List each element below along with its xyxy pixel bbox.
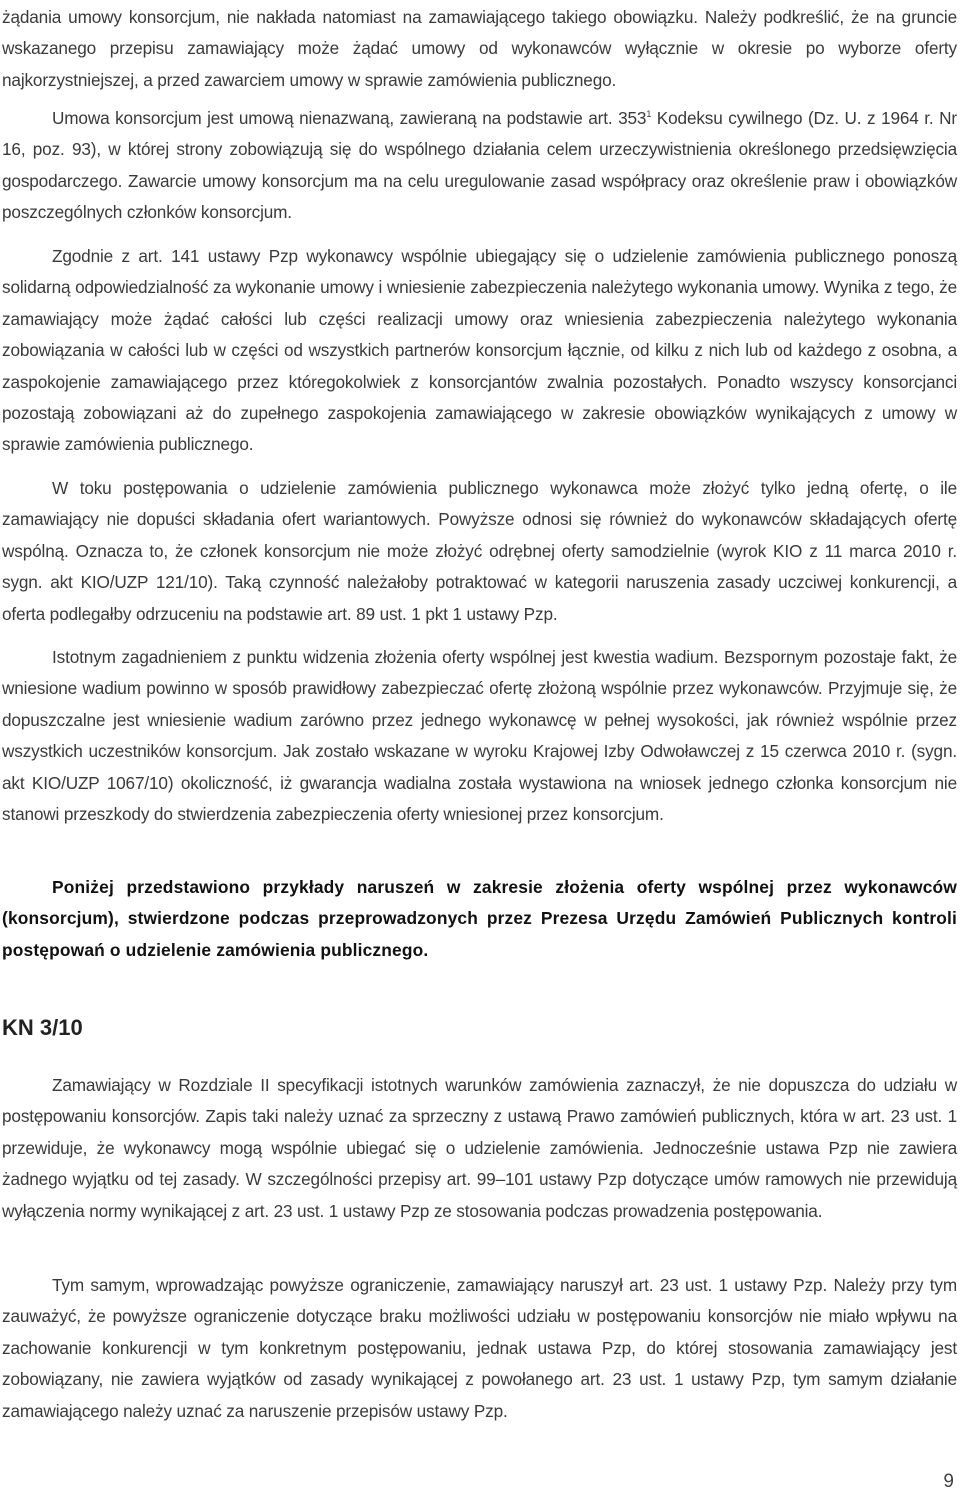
paragraph-joint-liability: Zgodnie z art. 141 ustawy Pzp wykonawcy wspólnie ubiegający się o udzielenie zamówienia publicznego ponoszą solidarną odpowiedzialność za wykonanie umowy i wniesienie zabezpieczenia należytego wykonania umowy. Wynika z tego, że zamawiający może żądać całości lub części realizacji umowy oraz wniesienia zabezpieczenia należytego wykonania zobowiązania w całości lub w części od wszystkich partnerów konsorcjum łącznie, od kilku z nich lub od każdego z osobna, a zaspokojenie zamawiającego przez któregokolwiek z konsorcjantów zwalnia pozostałych. Ponadto wszyscy konsorcjanci pozostają zobowiązani aż do zupełnego zaspokojenia zamawiającego w zakresie obowiązków wynikających z umowy w sprawie zamówienia publicznego. xyxy=(2,246,957,455)
paragraph-single-offer: W toku postępowania o udzielenie zamówienia publicznego wykonawca może złożyć tylko jedną ofertę, o ile zamawiający nie dopuści składania ofert wariantowych. Powyższe odnosi się również do wykonawców składających ofertę wspólną. Oznacza to, że członek konsorcjum nie może złożyć odrębnej oferty samodzielnie (wyrok KIO z 11 marca 2010 r. sygn. akt KIO/UZP 121/10). Taką czynność należałoby potraktować w kategorii naruszenia zasady uczciwej konkurencji, a oferta podlegałby odrzuceniu na podstawie art. 89 ust. 1 pkt 1 ustawy Pzp. xyxy=(2,478,957,624)
paragraph-kn-3-10-findings: Zamawiający w Rozdziale II specyfikacji istotnych warunków zamówienia zaznaczył, że nie dopuszcza do udziału w postępowaniu konsorcjów. Zapis taki należy uznać za sprzeczny z ustawą Prawo zamówień publicznych, która w art. 23 ust. 1 przewiduje, że wykonawcy mogą wspólnie ubiegać się o udzielenie zamówienia. Jednocześnie ustawa Pzp nie zawiera żadnego wyjątku od tej zasady. W szczególności przepisy art. 99–101 ustawy Pzp dotyczące umów ramowych nie przewidują wyłączenia normy wynikającej z art. 23 ust. 1 ustawy Pzp ze stosowania podczas prowadzenia postępowania. xyxy=(2,1075,957,1221)
paragraph-kn-3-10-conclusion: Tym samym, wprowadzając powyższe ograniczenie, zamawiający naruszył art. 23 ust. 1 ustawy Pzp. Należy przy tym zauważyć, że powyższe ograniczenie dotyczące braku możliwości udziału w postępowaniu konsorcjów nie miało wpływu na zachowanie konkurencji w tym konkretnym postępowaniu, jednak ustawa Pzp, do której stosowania zamawiający jest zobowiązany, nie zawiera wyjątków od zasady wynikającej z powołanego art. 23 ust. 1 ustawy Pzp, tym samym działanie zamawiającego należy uznać za naruszenie przepisów ustawy Pzp. xyxy=(2,1275,957,1421)
page-number: 9 xyxy=(943,1471,954,1492)
paragraph-bid-bond: Istotnym zagadnieniem z punktu widzenia złożenia oferty wspólnej jest kwestia wadium. Bezspornym pozostaje fakt, że wniesione wadium powinno w sposób prawidłowy zabezpieczać ofertę złożoną wspólnie przez wykonawców. Przyjmuje się, że dopuszczalne jest wniesienie wadium zarówno przez jednego wykonawcę w pełnej wysokości, jak również wspólnie przez wszystkich uczestników konsorcjum. Jak zostało wskazane w wyroku Krajowej Izby Odwoławczej z 15 czerwca 2010 r. (sygn. akt KIO/UZP 1067/10) okoliczność, iż gwarancja wadialna została wystawiona na wniosek jednego członka konsorcjum nie stanowi przeszkody do stwierdzenia zabezpieczenia oferty wniesionej przez konsorcjum. xyxy=(2,647,957,825)
paragraph-consortium-definition xyxy=(2,103,957,229)
section-heading-kn-3-10: KN 3/10 xyxy=(2,1015,83,1040)
paragraph-consortium-agreement-request: żądania umowy konsorcjum, nie nakłada natomiast na zamawiającego takiego obowiązku. Należy podkreślić, że na gruncie wskazanego przepisu zamawiający może żądać umowy od wykonawców wyłącznie w okresie po wyborze oferty najkorzystniejszej, a przed zawarciem umowy w sprawie zamówienia publicznego. xyxy=(2,7,957,90)
paragraph-consortium-definition-part1: Umowa konsorcjum jest umową nienazwaną, zawieraną na podstawie art. 353 xyxy=(52,108,647,128)
paragraph-violations-intro: Poniżej przedstawiono przykłady naruszeń w zakresie złożenia oferty wspólnej przez wykonawców (konsorcjum), stwierdzone podczas przeprowadzonych przez Prezesa Urzędu Zamówień Publicznych kontroli postępowań o udzielenie zamówienia publicznego. xyxy=(2,877,957,960)
paragraph-consortium-definition-part2: Kodeksu cywilnego (Dz. U. z 1964 r. Nr 16, poz. 93), w której strony zobowiązują się do wspólnego działania celem urzeczywistnienia określonego przedsięwzięcia gospodarczego. Zawarcie umowy konsorcjum ma na celu uregulowanie zasad współpracy oraz określenie praw i obowiązków poszczególnych członków konsorcjum. xyxy=(2,108,957,223)
superscript-article: 1 xyxy=(646,109,652,119)
